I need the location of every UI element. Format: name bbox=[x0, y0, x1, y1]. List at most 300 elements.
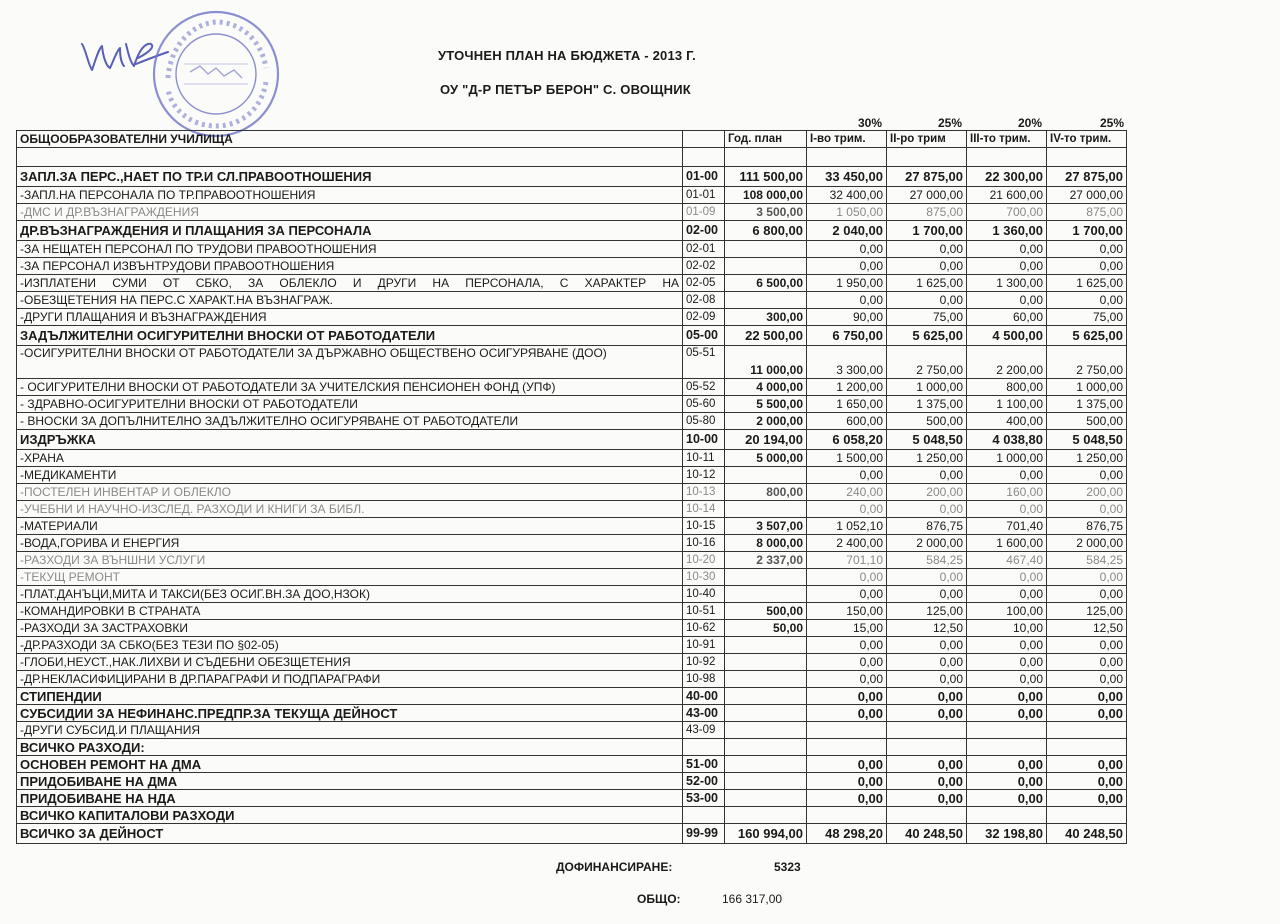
cell-label: - ОСИГУРИТЕЛНИ ВНОСКИ ОТ РАБОТОДАТЕЛИ ЗА УЧИТЕЛСКИЯ ПЕНСИОНЕН ФОНД (УПФ) bbox=[17, 379, 683, 396]
cell-q2: 1 000,00 bbox=[887, 379, 967, 396]
cell-plan: 8 000,00 bbox=[725, 535, 807, 552]
cell-label: ВСИЧКО ЗА ДЕЙНОСТ bbox=[17, 824, 683, 844]
cell-plan: 4 000,00 bbox=[725, 379, 807, 396]
cell-q3: 467,40 bbox=[967, 552, 1047, 569]
cell-plan: 800,00 bbox=[725, 484, 807, 501]
cell-q1: 0,00 bbox=[807, 586, 887, 603]
cell-q4 bbox=[1047, 739, 1127, 756]
cell-q3: 21 600,00 bbox=[967, 187, 1047, 204]
cell-q4: 500,00 bbox=[1047, 413, 1127, 430]
table-row bbox=[17, 501, 1127, 518]
cell-plan: 108 000,00 bbox=[725, 187, 807, 204]
cell-q2 bbox=[887, 722, 967, 739]
header-code bbox=[683, 131, 725, 148]
cell-q3: 1 100,00 bbox=[967, 396, 1047, 413]
cell-q2 bbox=[887, 807, 967, 824]
cell-q1: 0,00 bbox=[807, 671, 887, 688]
cell-q1: 0,00 bbox=[807, 654, 887, 671]
table-row bbox=[17, 671, 1127, 688]
header-section-title: ОБЩООБРАЗОВАТЕЛНИ УЧИЛИЩА bbox=[17, 131, 683, 148]
cell-plan: 3 500,00 bbox=[725, 204, 807, 221]
cell-label: -ТЕКУЩ РЕМОНТ bbox=[17, 569, 683, 586]
cell-q1: 0,00 bbox=[807, 258, 887, 275]
cell-plan: 2 337,00 bbox=[725, 552, 807, 569]
cell-label: -КОМАНДИРОВКИ В СТРАНАТА bbox=[17, 603, 683, 620]
table-row bbox=[17, 275, 1127, 292]
table-row bbox=[17, 586, 1127, 603]
total-label: ОБЩО: bbox=[637, 892, 681, 906]
cell-q2: 0,00 bbox=[887, 258, 967, 275]
table-row bbox=[17, 552, 1127, 569]
cell-label: -ДРУГИ СУБСИД.И ПЛАЩАНИЯ bbox=[17, 722, 683, 739]
cell-plan bbox=[725, 654, 807, 671]
cell-q1: 0,00 bbox=[807, 501, 887, 518]
cell-q1: 6 058,20 bbox=[807, 430, 887, 450]
cell-label: ИЗДРЪЖКА bbox=[17, 430, 683, 450]
header-q4: IV-то трим. bbox=[1047, 131, 1127, 148]
cell-code: 02-05 bbox=[683, 275, 725, 292]
cell-plan bbox=[725, 241, 807, 258]
cell-label: -ДМС И ДР.ВЪЗНАГРАЖДЕНИЯ bbox=[17, 204, 683, 221]
cell-q1: 2 400,00 bbox=[807, 535, 887, 552]
cell-q2: 1 250,00 bbox=[887, 450, 967, 467]
cell-q1: 0,00 bbox=[807, 756, 887, 773]
cell-q4: 5 048,50 bbox=[1047, 430, 1127, 450]
cell-code: 02-01 bbox=[683, 241, 725, 258]
cell-q3: 0,00 bbox=[967, 241, 1047, 258]
cell-q3: 0,00 bbox=[967, 773, 1047, 790]
cell-q2: 5 625,00 bbox=[887, 326, 967, 346]
cell-q3: 0,00 bbox=[967, 671, 1047, 688]
cell-plan bbox=[725, 586, 807, 603]
quarter-percent-row bbox=[0, 116, 1280, 130]
cell-q2: 40 248,50 bbox=[887, 824, 967, 844]
cell-plan: 160 994,00 bbox=[725, 824, 807, 844]
cell-plan: 3 507,00 bbox=[725, 518, 807, 535]
cell-code: 43-09 bbox=[683, 722, 725, 739]
cell-q2: 2 750,00 bbox=[887, 346, 967, 379]
cell-q1: 2 040,00 bbox=[807, 221, 887, 241]
cell-q3: 1 300,00 bbox=[967, 275, 1047, 292]
cell-q1: 33 450,00 bbox=[807, 167, 887, 187]
cell-code bbox=[683, 148, 725, 167]
cell-q4: 0,00 bbox=[1047, 467, 1127, 484]
cell-code: 52-00 bbox=[683, 773, 725, 790]
cell-q2: 500,00 bbox=[887, 413, 967, 430]
cell-q4: 1 250,00 bbox=[1047, 450, 1127, 467]
cell-code: 10-11 bbox=[683, 450, 725, 467]
table-row bbox=[17, 620, 1127, 637]
cell-q1 bbox=[807, 148, 887, 167]
cell-q1: 1 650,00 bbox=[807, 396, 887, 413]
cell-q4: 0,00 bbox=[1047, 671, 1127, 688]
cell-q3 bbox=[967, 148, 1047, 167]
cell-q2: 200,00 bbox=[887, 484, 967, 501]
cell-label: ВСИЧКО КАПИТАЛОВИ РАЗХОДИ bbox=[17, 807, 683, 824]
cell-plan bbox=[725, 258, 807, 275]
cell-q2: 0,00 bbox=[887, 501, 967, 518]
cell-plan: 111 500,00 bbox=[725, 167, 807, 187]
cell-code: 10-62 bbox=[683, 620, 725, 637]
table-row bbox=[17, 346, 1127, 379]
cell-q1: 3 300,00 bbox=[807, 346, 887, 379]
document-subtitle: ОУ "Д-Р ПЕТЪР БЕРОН" С. ОВОЩНИК bbox=[440, 82, 691, 97]
cell-label: -ВОДА,ГОРИВА И ЕНЕРГИЯ bbox=[17, 535, 683, 552]
cell-q4: 2 000,00 bbox=[1047, 535, 1127, 552]
cell-q2: 0,00 bbox=[887, 569, 967, 586]
cell-q4: 200,00 bbox=[1047, 484, 1127, 501]
cell-q2: 0,00 bbox=[887, 773, 967, 790]
cell-plan: 5 000,00 bbox=[725, 450, 807, 467]
cell-label: -ОСИГУРИТЕЛНИ ВНОСКИ ОТ РАБОТОДАТЕЛИ ЗА ДЪРЖАВНО ОБЩЕСТВЕНО ОСИГУРЯВАНЕ (ДОО) bbox=[17, 346, 683, 379]
table-row bbox=[17, 450, 1127, 467]
cell-q2: 875,00 bbox=[887, 204, 967, 221]
cell-label: -ДР.РАЗХОДИ ЗА СБКО(БЕЗ ТЕЗИ ПО §02-05) bbox=[17, 637, 683, 654]
cell-q3: 2 200,00 bbox=[967, 346, 1047, 379]
cell-q4 bbox=[1047, 807, 1127, 824]
cell-plan: 6 500,00 bbox=[725, 275, 807, 292]
cell-plan: 2 000,00 bbox=[725, 413, 807, 430]
cell-q1: 48 298,20 bbox=[807, 824, 887, 844]
header-q2: II-ро трим bbox=[887, 131, 967, 148]
cell-q4: 0,00 bbox=[1047, 773, 1127, 790]
table-row bbox=[17, 430, 1127, 450]
cell-q2: 12,50 bbox=[887, 620, 967, 637]
cell-plan: 22 500,00 bbox=[725, 326, 807, 346]
cell-q2: 125,00 bbox=[887, 603, 967, 620]
cell-q3: 100,00 bbox=[967, 603, 1047, 620]
cell-code: 05-00 bbox=[683, 326, 725, 346]
table-row bbox=[17, 790, 1127, 807]
cell-q4: 0,00 bbox=[1047, 688, 1127, 705]
cell-label: ПРИДОБИВАНЕ НА ДМА bbox=[17, 773, 683, 790]
cell-label: -ПЛАТ.ДАНЪЦИ,МИТА И ТАКСИ(БЕЗ ОСИГ.ВН.ЗА ДОО,НЗОК) bbox=[17, 586, 683, 603]
cell-q3: 32 198,80 bbox=[967, 824, 1047, 844]
table-row bbox=[17, 603, 1127, 620]
cell-plan: 5 500,00 bbox=[725, 396, 807, 413]
cell-q2: 0,00 bbox=[887, 671, 967, 688]
cell-q3: 800,00 bbox=[967, 379, 1047, 396]
cell-q1: 1 052,10 bbox=[807, 518, 887, 535]
cell-q2: 1 700,00 bbox=[887, 221, 967, 241]
cell-code: 10-12 bbox=[683, 467, 725, 484]
cell-q3: 160,00 bbox=[967, 484, 1047, 501]
cell-plan bbox=[725, 688, 807, 705]
cell-plan: 11 000,00 bbox=[725, 346, 807, 379]
cell-label bbox=[17, 148, 683, 167]
cell-q3: 0,00 bbox=[967, 467, 1047, 484]
cell-code: 10-98 bbox=[683, 671, 725, 688]
cell-q3 bbox=[967, 722, 1047, 739]
cell-q4: 75,00 bbox=[1047, 309, 1127, 326]
q1-percent: 30% bbox=[857, 116, 882, 130]
table-row bbox=[17, 773, 1127, 790]
cell-q1: 701,10 bbox=[807, 552, 887, 569]
cell-q2: 0,00 bbox=[887, 241, 967, 258]
cell-q2: 0,00 bbox=[887, 654, 967, 671]
cell-plan bbox=[725, 501, 807, 518]
cell-q3: 0,00 bbox=[967, 756, 1047, 773]
cell-code: 05-60 bbox=[683, 396, 725, 413]
table-row bbox=[17, 167, 1127, 187]
cell-q3: 0,00 bbox=[967, 705, 1047, 722]
table-row bbox=[17, 241, 1127, 258]
budget-table bbox=[16, 130, 1127, 844]
cell-q4: 0,00 bbox=[1047, 586, 1127, 603]
cell-code: 51-00 bbox=[683, 756, 725, 773]
cell-plan bbox=[725, 807, 807, 824]
cell-q1: 1 950,00 bbox=[807, 275, 887, 292]
cell-q1: 6 750,00 bbox=[807, 326, 887, 346]
cell-code: 10-16 bbox=[683, 535, 725, 552]
cell-q1: 0,00 bbox=[807, 637, 887, 654]
cell-q2: 0,00 bbox=[887, 790, 967, 807]
cell-q2: 27 875,00 bbox=[887, 167, 967, 187]
cell-plan bbox=[725, 705, 807, 722]
table-row bbox=[17, 258, 1127, 275]
cell-q4: 125,00 bbox=[1047, 603, 1127, 620]
cell-plan bbox=[725, 637, 807, 654]
cell-q2: 75,00 bbox=[887, 309, 967, 326]
cell-q1: 1 200,00 bbox=[807, 379, 887, 396]
cell-q3: 1 600,00 bbox=[967, 535, 1047, 552]
cell-label: -МАТЕРИАЛИ bbox=[17, 518, 683, 535]
cell-label: - ЗДРАВНО-ОСИГУРИТЕЛНИ ВНОСКИ ОТ РАБОТОДАТЕЛИ bbox=[17, 396, 683, 413]
table-row bbox=[17, 637, 1127, 654]
cell-label: -МЕДИКАМЕНТИ bbox=[17, 467, 683, 484]
cell-q1: 150,00 bbox=[807, 603, 887, 620]
cell-q3: 22 300,00 bbox=[967, 167, 1047, 187]
cell-plan bbox=[725, 790, 807, 807]
header-q3: III-то трим. bbox=[967, 131, 1047, 148]
cell-q1: 0,00 bbox=[807, 569, 887, 586]
cell-q4: 0,00 bbox=[1047, 654, 1127, 671]
table-row bbox=[17, 148, 1127, 167]
cell-q4: 0,00 bbox=[1047, 501, 1127, 518]
cell-label: -ЗА ПЕРСОНАЛ ИЗВЪНТРУДОВИ ПРАВООТНОШЕНИЯ bbox=[17, 258, 683, 275]
cell-label: ВСИЧКО РАЗХОДИ: bbox=[17, 739, 683, 756]
cell-q1: 0,00 bbox=[807, 773, 887, 790]
cell-code: 01-00 bbox=[683, 167, 725, 187]
table-row bbox=[17, 379, 1127, 396]
cell-label: СТИПЕНДИИ bbox=[17, 688, 683, 705]
cell-code: 40-00 bbox=[683, 688, 725, 705]
cell-q4: 0,00 bbox=[1047, 258, 1127, 275]
cell-q4: 27 000,00 bbox=[1047, 187, 1127, 204]
cell-q2: 0,00 bbox=[887, 467, 967, 484]
cell-q1: 0,00 bbox=[807, 688, 887, 705]
cell-code: 10-15 bbox=[683, 518, 725, 535]
cell-q1: 15,00 bbox=[807, 620, 887, 637]
cell-label: -ИЗПЛАТЕНИ СУМИ ОТ СБКО, ЗА ОБЛЕКЛО И ДРУГИ НА ПЕРСОНАЛА, С ХАРАКТЕР НА bbox=[17, 275, 683, 292]
table-header-row bbox=[17, 131, 1127, 148]
cell-plan: 20 194,00 bbox=[725, 430, 807, 450]
cell-q2: 584,25 bbox=[887, 552, 967, 569]
cell-q1: 32 400,00 bbox=[807, 187, 887, 204]
cell-q3: 0,00 bbox=[967, 790, 1047, 807]
table-row bbox=[17, 221, 1127, 241]
table-row bbox=[17, 484, 1127, 501]
cell-plan: 50,00 bbox=[725, 620, 807, 637]
table-row bbox=[17, 756, 1127, 773]
cell-q1: 0,00 bbox=[807, 241, 887, 258]
cell-q3: 700,00 bbox=[967, 204, 1047, 221]
cell-plan bbox=[725, 756, 807, 773]
cell-q1: 90,00 bbox=[807, 309, 887, 326]
table-row bbox=[17, 807, 1127, 824]
cell-code: 10-91 bbox=[683, 637, 725, 654]
cell-label: -ОБЕЗЩЕТЕНИЯ НА ПЕРС.С ХАРАКТ.НА ВЪЗНАГРАЖ. bbox=[17, 292, 683, 309]
cell-q4: 0,00 bbox=[1047, 705, 1127, 722]
cell-label: -ДРУГИ ПЛАЩАНИЯ И ВЪЗНАГРАЖДЕНИЯ bbox=[17, 309, 683, 326]
cell-q3: 0,00 bbox=[967, 292, 1047, 309]
cell-label: ЗАДЪЛЖИТЕЛНИ ОСИГУРИТЕЛНИ ВНОСКИ ОТ РАБОТОДАТЕЛИ bbox=[17, 326, 683, 346]
cell-q2: 0,00 bbox=[887, 637, 967, 654]
cell-label: -РАЗХОДИ ЗА ЗАСТРАХОВКИ bbox=[17, 620, 683, 637]
cell-q4: 876,75 bbox=[1047, 518, 1127, 535]
cell-q2: 1 375,00 bbox=[887, 396, 967, 413]
table-row bbox=[17, 326, 1127, 346]
table-row bbox=[17, 654, 1127, 671]
cell-code: 10-13 bbox=[683, 484, 725, 501]
cell-q3: 0,00 bbox=[967, 654, 1047, 671]
cell-q3: 4 038,80 bbox=[967, 430, 1047, 450]
cell-q4: 27 875,00 bbox=[1047, 167, 1127, 187]
cell-plan bbox=[725, 671, 807, 688]
cell-q3: 0,00 bbox=[967, 586, 1047, 603]
cell-q3: 0,00 bbox=[967, 258, 1047, 275]
cell-code: 02-09 bbox=[683, 309, 725, 326]
cell-q1: 240,00 bbox=[807, 484, 887, 501]
cell-code: 05-52 bbox=[683, 379, 725, 396]
cell-label: ДР.ВЪЗНАГРАЖДЕНИЯ И ПЛАЩАНИЯ ЗА ПЕРСОНАЛА bbox=[17, 221, 683, 241]
cell-q4: 0,00 bbox=[1047, 569, 1127, 586]
cell-q3 bbox=[967, 739, 1047, 756]
cell-plan bbox=[725, 292, 807, 309]
cell-q2: 5 048,50 bbox=[887, 430, 967, 450]
cell-label: -ГЛОБИ,НЕУСТ.,НАК.ЛИХВИ И СЪДЕБНИ ОБЕЗЩЕТЕНИЯ bbox=[17, 654, 683, 671]
cell-q4: 584,25 bbox=[1047, 552, 1127, 569]
cell-label: -ЗАПЛ.НА ПЕРСОНАЛА ПО ТР.ПРАВООТНОШЕНИЯ bbox=[17, 187, 683, 204]
cell-q2: 0,00 bbox=[887, 756, 967, 773]
cell-q4: 1 375,00 bbox=[1047, 396, 1127, 413]
cell-q4: 1 625,00 bbox=[1047, 275, 1127, 292]
cell-q3: 60,00 bbox=[967, 309, 1047, 326]
cell-q4: 0,00 bbox=[1047, 790, 1127, 807]
cell-plan bbox=[725, 467, 807, 484]
cell-q2: 0,00 bbox=[887, 586, 967, 603]
table-row bbox=[17, 569, 1127, 586]
cell-code: 05-80 bbox=[683, 413, 725, 430]
cell-q4: 12,50 bbox=[1047, 620, 1127, 637]
table-row bbox=[17, 824, 1127, 844]
cell-code: 53-00 bbox=[683, 790, 725, 807]
cell-code: 99-99 bbox=[683, 824, 725, 844]
cell-q1 bbox=[807, 739, 887, 756]
table-row bbox=[17, 722, 1127, 739]
cell-code: 10-00 bbox=[683, 430, 725, 450]
cell-q1: 1 500,00 bbox=[807, 450, 887, 467]
cell-q3: 0,00 bbox=[967, 637, 1047, 654]
cell-q3: 701,40 bbox=[967, 518, 1047, 535]
table-row bbox=[17, 413, 1127, 430]
table-row bbox=[17, 739, 1127, 756]
table-row bbox=[17, 535, 1127, 552]
cell-q4 bbox=[1047, 722, 1127, 739]
cell-plan bbox=[725, 722, 807, 739]
cell-q4 bbox=[1047, 148, 1127, 167]
cell-q2: 0,00 bbox=[887, 292, 967, 309]
cell-plan bbox=[725, 773, 807, 790]
total-value: 166 317,00 bbox=[722, 892, 783, 906]
cell-label: -ХРАНА bbox=[17, 450, 683, 467]
cell-label: ПРИДОБИВАНЕ НА НДА bbox=[17, 790, 683, 807]
cell-label: ЗАПЛ.ЗА ПЕРС.,НАЕТ ПО ТР.И СЛ.ПРАВООТНОШЕНИЯ bbox=[17, 167, 683, 187]
q3-percent: 20% bbox=[1017, 116, 1042, 130]
cell-label: - ВНОСКИ ЗА ДОПЪЛНИТЕЛНО ЗАДЪЛЖИТЕЛНО ОСИГУРЯВАНЕ ОТ РАБОТОДАТЕЛИ bbox=[17, 413, 683, 430]
cell-code: 01-09 bbox=[683, 204, 725, 221]
table-row bbox=[17, 518, 1127, 535]
cell-plan bbox=[725, 569, 807, 586]
cell-code: 02-08 bbox=[683, 292, 725, 309]
cell-plan: 300,00 bbox=[725, 309, 807, 326]
cell-q2: 1 625,00 bbox=[887, 275, 967, 292]
cell-q2 bbox=[887, 739, 967, 756]
cell-q3: 0,00 bbox=[967, 501, 1047, 518]
cell-label: -ЗА НЕЩАТЕН ПЕРСОНАЛ ПО ТРУДОВИ ПРАВООТНОШЕНИЯ bbox=[17, 241, 683, 258]
cell-q2: 0,00 bbox=[887, 688, 967, 705]
cell-label: СУБСИДИИ ЗА НЕФИНАНС.ПРЕДПР.ЗА ТЕКУЩА ДЕЙНОСТ bbox=[17, 705, 683, 722]
cell-q4: 0,00 bbox=[1047, 292, 1127, 309]
cell-code: 10-40 bbox=[683, 586, 725, 603]
cell-q1: 0,00 bbox=[807, 790, 887, 807]
table-row bbox=[17, 705, 1127, 722]
cell-plan bbox=[725, 148, 807, 167]
cell-label: -ПОСТЕЛЕН ИНВЕНТАР И ОБЛЕКЛО bbox=[17, 484, 683, 501]
cell-q1: 600,00 bbox=[807, 413, 887, 430]
cell-code bbox=[683, 807, 725, 824]
cell-q2: 0,00 bbox=[887, 705, 967, 722]
cell-q3: 10,00 bbox=[967, 620, 1047, 637]
cell-q3: 1 000,00 bbox=[967, 450, 1047, 467]
cell-code: 01-01 bbox=[683, 187, 725, 204]
q2-percent: 25% bbox=[937, 116, 962, 130]
cofinancing-value: 5323 bbox=[774, 860, 801, 874]
cell-label: -УЧЕБНИ И НАУЧНО-ИЗСЛЕД. РАЗХОДИ И КНИГИ ЗА БИБЛ. bbox=[17, 501, 683, 518]
cell-q3: 4 500,00 bbox=[967, 326, 1047, 346]
cell-q2: 876,75 bbox=[887, 518, 967, 535]
table-row bbox=[17, 396, 1127, 413]
table-row bbox=[17, 204, 1127, 221]
cell-label: -ДР.НЕКЛАСИФИЦИРАНИ В ДР.ПАРАГРАФИ И ПОДПАРАГРАФИ bbox=[17, 671, 683, 688]
cell-q3: 0,00 bbox=[967, 688, 1047, 705]
cell-q3: 1 360,00 bbox=[967, 221, 1047, 241]
cell-q3: 400,00 bbox=[967, 413, 1047, 430]
cofinancing-label: ДОФИНАНСИРАНЕ: bbox=[556, 860, 673, 874]
table-row bbox=[17, 187, 1127, 204]
cell-code: 10-20 bbox=[683, 552, 725, 569]
cell-plan: 6 800,00 bbox=[725, 221, 807, 241]
cell-code: 05-51 bbox=[683, 346, 725, 379]
cell-q4: 875,00 bbox=[1047, 204, 1127, 221]
cell-q1 bbox=[807, 722, 887, 739]
cell-q1: 0,00 bbox=[807, 292, 887, 309]
header-annual-plan: Год. план bbox=[725, 131, 807, 148]
cell-q1 bbox=[807, 807, 887, 824]
cell-code: 10-30 bbox=[683, 569, 725, 586]
cell-q1: 1 050,00 bbox=[807, 204, 887, 221]
cell-label: ОСНОВЕН РЕМОНТ НА ДМА bbox=[17, 756, 683, 773]
